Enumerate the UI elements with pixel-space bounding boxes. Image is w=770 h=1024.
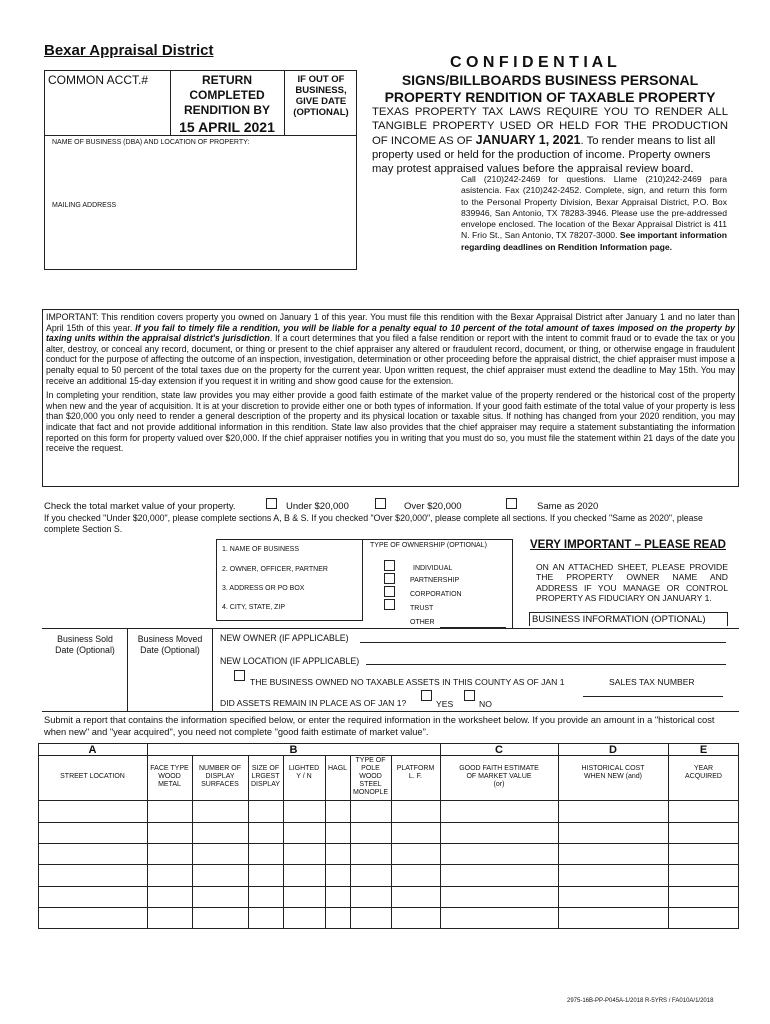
col-num-line3: SURFACES: [201, 781, 239, 788]
tax-law-line4: property used or held for the production of income. Property owners: [372, 149, 711, 161]
confidential-heading: C O N F I D E N T I A L: [450, 54, 617, 71]
new-location-label: NEW LOCATION (IF APPLICABLE): [220, 656, 360, 666]
return-line2: COMPLETED: [189, 88, 265, 102]
business-sold-label: [43, 634, 127, 656]
no-taxable-assets-label: THE BUSINESS OWNED NO TAXABLE ASSETS IN THIS COUNTY AS OF JAN 1: [250, 677, 565, 687]
business-name-location-label: NAME OF BUSINESS (DBA) AND LOCATION OF PROPERTY:: [52, 139, 250, 146]
ownership-individual: INDIVIDUAL: [413, 565, 453, 572]
sales-tax-label: SALES TAX NUMBER: [609, 677, 695, 687]
under-20000-label: Under $20,000: [286, 501, 349, 512]
tax-law-notice: [372, 105, 728, 176]
common-acct-label: COMMON ACCT.#: [48, 73, 149, 87]
col-plat-line2: L. F.: [408, 773, 423, 780]
form-code: 2975-16B-PP-P045A-1/2018 R-5YRS / FA010A/1/2018: [567, 998, 714, 1004]
tax-law-line3: [372, 133, 728, 148]
tax-law-line3c: . To render means to list all: [580, 135, 716, 147]
tax-law-line1: TEXAS PROPERTY TAX LAWS REQUIRE YOU TO RENDER ALL: [372, 106, 728, 118]
if-out-line2: BUSINESS,: [295, 85, 347, 96]
very-important-text: ON AN ATTACHED SHEET, PLEASE PROVIDE THE PROPERTY OWNER NAME AND ADDRESS IF YOU MANAGE OR CONTROL PROPERTY AS FIDUCIARY ON JANUARY 1.: [536, 562, 728, 603]
assets-yes-label: YES: [436, 699, 454, 709]
if-out-line1: IF OUT OF: [297, 74, 345, 85]
tax-law-date: JANUARY 1, 2021: [475, 133, 581, 147]
ownership-trust: TRUST: [410, 605, 434, 612]
individual-checkbox[interactable]: [384, 560, 395, 571]
new-owner-label: NEW OWNER (IF APPLICABLE): [220, 633, 349, 643]
address-label: 3. ADDRESS OR PO BOX: [222, 585, 305, 592]
submit-instructions: Submit a report that contains the information specified below, or enter the required information in the worksheet below. If you provide an amount in a "historical cost when new" and "year acquired", you need not complete "good faith estimate of market value".: [44, 715, 715, 737]
col-lit-line2: Y / N: [296, 773, 312, 780]
business-moved-line2: Date (Optional): [140, 645, 200, 655]
section-d: D: [609, 744, 617, 756]
col-num-line1: NUMBER OF: [199, 765, 241, 772]
return-line1: RETURN: [202, 73, 252, 87]
col-hc-line1: HISTORICAL COST: [581, 765, 645, 772]
col-size-display: [248, 765, 283, 789]
trust-checkbox[interactable]: [384, 599, 395, 610]
tax-law-line3a: OF INCOME AS OF: [372, 135, 476, 147]
col-type-line5: MONOPLE: [352, 789, 388, 796]
contact-text: Call (210)242-2469 for questions. Llame (210)242-2469 para asistencia. Fax (210)242-2452. Complete, sign, and return this form to the Personal Property Division, Bexar Appraisal District, P.O. Box 839946, San Antonio, TX 78283-3946. Please use the pre-addressed envelope enclosed. The location of the Bexar Appraisal District is 411 N. Frio St., San Antonio, TX 78207-3000.: [461, 174, 727, 241]
new-location-field[interactable]: [366, 664, 726, 665]
ownership-other: OTHER: [410, 619, 435, 626]
col-face-line1: FACE TYPE: [150, 765, 189, 772]
name-of-business-label: 1. NAME OF BUSINESS: [222, 546, 300, 553]
if-out-line4: (OPTIONAL): [293, 107, 349, 118]
if-out-label: [285, 74, 357, 118]
col-gf-line2: OF MARKET VALUE: [466, 773, 532, 780]
col-lighted: [283, 765, 325, 781]
market-value-label: Check the total market value of your property.: [44, 501, 236, 512]
col-size-line3: DISPLAY: [250, 781, 281, 788]
business-name-location-field[interactable]: [48, 150, 353, 198]
return-date: 15 APRIL 2021: [179, 119, 275, 135]
col-platform: [391, 765, 440, 781]
col-hagl: HAGL: [327, 765, 348, 772]
col-plat-line1: PLATFORM: [396, 765, 435, 772]
no-taxable-assets-checkbox[interactable]: [234, 670, 245, 681]
col-pole-type: [350, 757, 391, 797]
district-title: Bexar Appraisal District: [44, 42, 214, 59]
assets-no-checkbox[interactable]: [464, 690, 475, 701]
mailing-address-label: MAILING ADDRESS: [52, 202, 117, 209]
return-by-label: [171, 73, 283, 135]
col-type-line2: POLE: [361, 765, 380, 772]
contact-info: [461, 174, 727, 253]
over-20000-label: Over $20,000: [404, 501, 462, 512]
col-number-surfaces: [192, 765, 248, 789]
business-info-label: BUSINESS INFORMATION (OPTIONAL): [529, 612, 728, 626]
col-gf-line1: GOOD FAITH ESTIMATE: [459, 765, 539, 772]
col-street-location: STREET LOCATION: [60, 773, 125, 780]
partnership-checkbox[interactable]: [384, 573, 395, 584]
under-20000-checkbox[interactable]: [266, 498, 277, 509]
col-face-line2: WOOD: [158, 773, 181, 780]
tax-law-line2: TANGIBLE PROPERTY USED OR HELD FOR THE PRODUCTION: [372, 120, 728, 132]
form-title: [372, 72, 728, 106]
corporation-checkbox[interactable]: [384, 586, 395, 597]
business-moved-line1: Business Moved: [137, 634, 203, 644]
form-title-line2: PROPERTY RENDITION OF TAXABLE PROPERTY: [384, 89, 716, 105]
ownership-partnership: PARTNERSHIP: [410, 577, 460, 584]
assets-yes-checkbox[interactable]: [421, 690, 432, 701]
important-paragraph-1: [46, 312, 735, 386]
if-out-line3: GIVE DATE: [295, 96, 347, 107]
col-type-line4: STEEL: [359, 781, 382, 788]
section-b: B: [289, 744, 298, 756]
important-paragraph-2: In completing your rendition, state law provides you may either provide a good faith estimate of the market value of the property rendered or the historical cost of the property when new and the year of acquisition. It is at your discretion to provide either one or both types of information. If your good faith estimate of the total value of your property is less than $20,000 you only need to render a general description of the property and its physical location or taxable situs. If nothing has changed from your 2020 rendition, you may indicate that fact and not provide additional information in this rendition. State law also provides that the chief appraiser may require a statement substantiating the information reported on this form for property valued over $20,000. If the chief appraiser notifies you in writing that you must do so, you must file the statement within 21 days of the date you receive the request.: [46, 390, 735, 454]
over-20000-checkbox[interactable]: [375, 498, 386, 509]
col-yr-line1: YEAR: [693, 765, 714, 772]
assets-remain-label: DID ASSETS REMAIN IN PLACE AS OF JAN 1?: [220, 698, 407, 708]
city-state-zip-label: 4. CITY, STATE, ZIP: [222, 604, 286, 611]
business-sold-line2: Date (Optional): [55, 645, 115, 655]
col-face-line3: METAL: [158, 781, 181, 788]
col-size-line2: LRGEST: [251, 773, 280, 780]
important-p1c: . If a court determines that you filed a false rendition or report with the intent to commit fraud or to evade the tax or you alter, destroy, or conceal any record, document, or thing or present to the chief appraiser any altered or fraudulent record, document, or thing, or otherwise engage in fraudulent conduct for the purpose of affecting the outcome of an inspection, investigation, determination or other proceeding before the appraisal district, the chief appraiser must impose a penalty equal to 50 percent of the total taxes due on the property for the current year. Upon written request, the chief appraiser must extend the deadline to May 15th. You may receive an additional 15-day extension if you request it in writing and show good cause for the extension.: [46, 333, 735, 386]
return-line3: RENDITION BY: [183, 103, 270, 117]
section-c: C: [495, 744, 503, 756]
market-instructions: If you checked "Under $20,000", please complete sections A, B & S. If you checked "Over $20,000", please complete all sections. If you checked "Same as 2020", please complete Section S.: [44, 513, 703, 534]
form-title-line1: SIGNS/BILLBOARDS BUSINESS PERSONAL: [401, 72, 699, 88]
col-hc-line2: WHEN NEW (and): [584, 773, 642, 780]
new-owner-field[interactable]: [360, 642, 726, 643]
col-good-faith: [440, 765, 558, 789]
col-historical-cost: [558, 765, 668, 781]
contact-bold: See important information regarding deadlines on Rendition Information page.: [461, 230, 727, 252]
col-lit-line1: LIGHTED: [288, 765, 320, 772]
assets-no-label: NO: [479, 699, 492, 709]
owner-officer-label: 2. OWNER, OFFICER, PARTNER: [222, 566, 328, 573]
col-yr-line2: ACQUIRED: [685, 773, 722, 780]
business-sold-line1: Business Sold: [57, 634, 113, 644]
sales-tax-field[interactable]: [583, 696, 723, 697]
important-text: [46, 312, 735, 454]
ownership-corporation: CORPORATION: [410, 591, 462, 598]
important-p1a: IMPORTANT: This rendition covers property you owned on January 1 of this year. You must file this rendition with the Bexar Appraisal District after January 1 and no later than April 15th of this year.: [46, 312, 735, 333]
mailing-address-field[interactable]: [48, 213, 353, 265]
col-size-line1: SIZE OF: [251, 765, 280, 772]
col-face-type: [147, 765, 192, 789]
col-gf-line3: (or): [493, 781, 505, 788]
business-moved-label: [128, 634, 212, 656]
section-e: E: [699, 744, 708, 756]
same-as-2020-label: Same as 2020: [537, 501, 599, 512]
tax-law-line5: may protest appraised values before the appraisal review board.: [372, 163, 694, 175]
col-num-line2: DISPLAY: [205, 773, 235, 780]
important-p1b: If you fail to timely file a rendition, you will be liable for a penalty equal to 10 percent of the total amount of taxes imposed on the property by taxing units within the appraisal district's jurisdiction: [46, 322, 735, 344]
common-acct-field[interactable]: [48, 90, 166, 132]
col-type-line3: WOOD: [359, 773, 382, 780]
section-a: A: [88, 744, 97, 756]
very-important-heading: VERY IMPORTANT – PLEASE READ: [530, 539, 726, 551]
col-type-line1: TYPE OF: [355, 757, 386, 764]
same-as-2020-checkbox[interactable]: [506, 498, 517, 509]
ownership-type-title: TYPE OF OWNERSHIP (OPTIONAL): [370, 542, 487, 549]
col-year-acquired: [668, 765, 739, 781]
